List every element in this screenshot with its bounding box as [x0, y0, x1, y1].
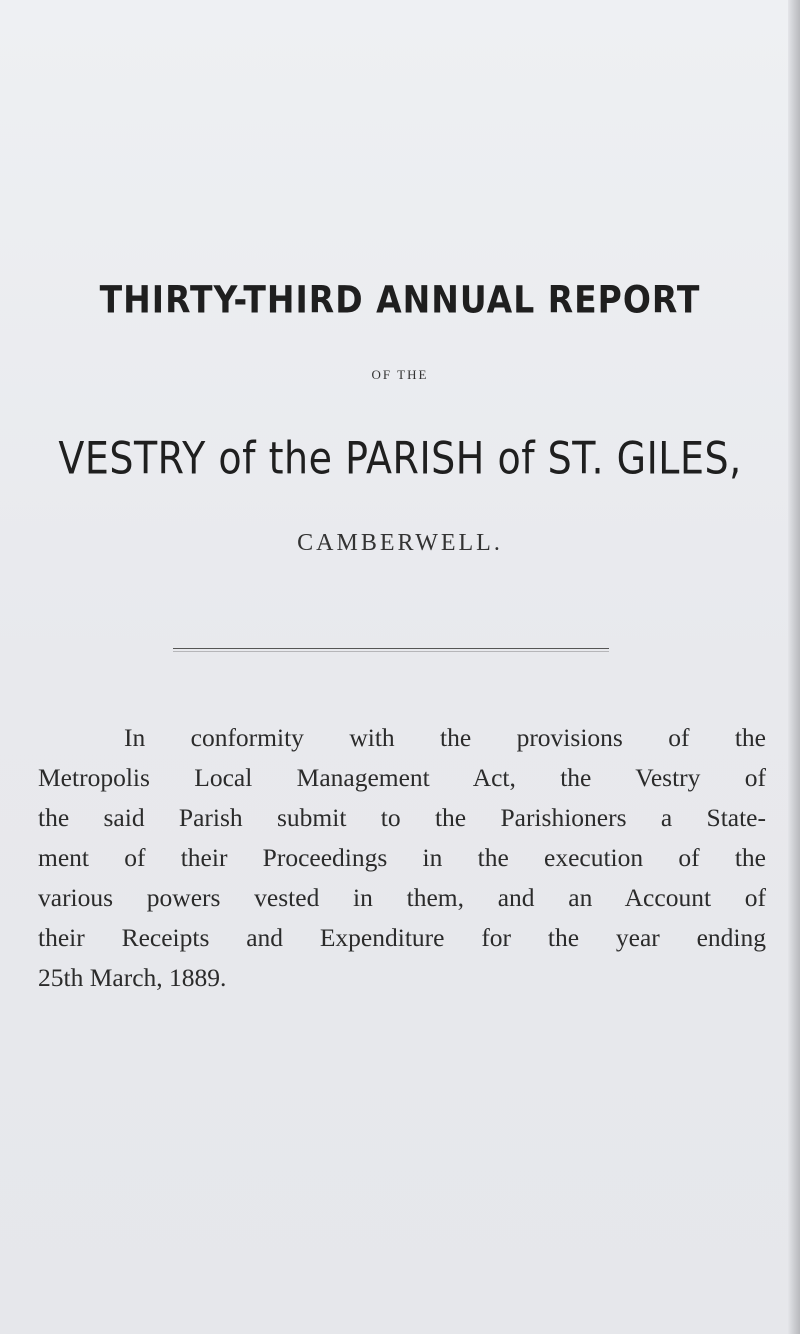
- page-edge-shadow: [788, 0, 800, 1334]
- paragraph-line: the said Parish submit to the Parishioners a State-: [38, 803, 766, 832]
- show-through-decoration: [0, 545, 800, 645]
- paragraph-line: 25th March, 1889.: [38, 963, 227, 992]
- place-name: CAMBERWELL.: [297, 530, 503, 556]
- paragraph-line: ment of their Proceedings in the execution of the: [38, 843, 766, 872]
- vestry-title: VESTRY of the PARISH of ST. GILES,: [58, 432, 742, 484]
- show-through-decoration: [0, 178, 800, 252]
- report-title: THIRTY-THIRD ANNUAL REPORT: [99, 277, 701, 322]
- paragraph-line: their Receipts and Expenditure for the year ending: [38, 923, 766, 952]
- intro-paragraph: [38, 718, 766, 998]
- divider-rule-shadow: [173, 651, 609, 652]
- of-the-caption: OF THE: [371, 367, 429, 382]
- paragraph-line: In conformity with the provisions of the: [124, 723, 766, 752]
- paragraph-line: various powers vested in them, and an Account of: [38, 883, 766, 912]
- paragraph-line: Metropolis Local Management Act, the Vestry of: [38, 763, 766, 792]
- divider-rule: [173, 648, 609, 649]
